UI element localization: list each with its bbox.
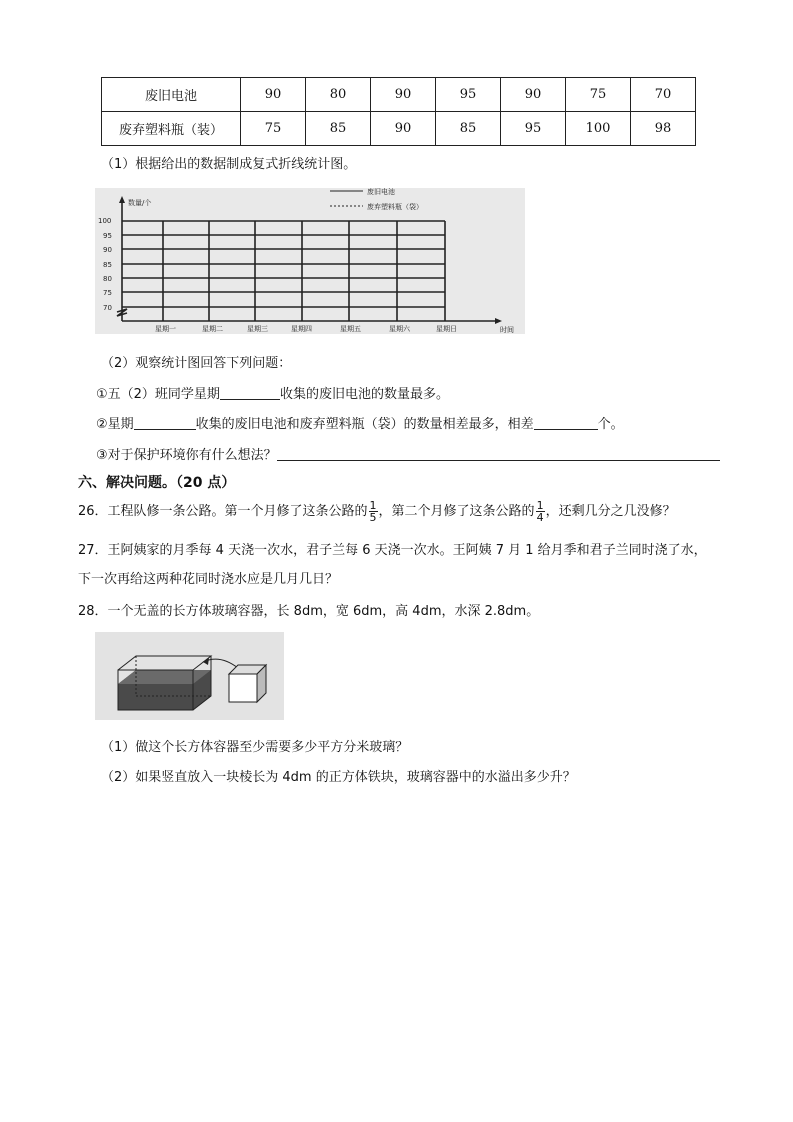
fraction: [536, 500, 545, 523]
table-cell: 90: [501, 78, 566, 112]
fraction: [369, 500, 378, 523]
problem-28-q1: （1）做这个长方体容器至少需要多少平方分米玻璃？: [101, 740, 409, 755]
container-figure: [95, 632, 284, 720]
y-tick-label: 95: [103, 232, 112, 240]
section-heading: 六、解决问题。（20 点）: [78, 475, 236, 491]
x-tick-label: 星期三: [247, 325, 268, 333]
cube-front-face: [229, 674, 257, 702]
x-tick-label: 星期五: [340, 325, 361, 333]
table-cell: 98: [631, 112, 696, 146]
table-cell: 90: [241, 78, 306, 112]
problem-26: [78, 500, 676, 523]
container-svg: [95, 632, 284, 720]
table-cell: 80: [306, 78, 371, 112]
row-label: 废旧电池: [102, 78, 241, 112]
data-table: [101, 77, 696, 146]
x-tick-label: 星期六: [389, 325, 410, 333]
table-cell: 85: [436, 112, 501, 146]
fraction-denominator: 5: [369, 511, 377, 524]
problem-28-q2: （2）如果竖直放入一块棱长为 4dm 的正方体铁块，玻璃容器中的水溢出多少升？: [101, 770, 576, 785]
fraction-denominator: 4: [536, 511, 544, 524]
arrow-head-icon: [203, 658, 209, 665]
problem-text: ，第二个月修了这条公路的: [378, 504, 535, 519]
question-text: 收集的废旧电池的数量最多。: [279, 387, 449, 402]
x-tick-label: 星期二: [202, 325, 223, 333]
table-cell: 90: [371, 78, 436, 112]
row-label: 废弃塑料瓶（装）: [102, 112, 241, 146]
answer-blank[interactable]: [534, 415, 598, 430]
problem-text: ，还剩几分之几没修？: [545, 504, 676, 519]
table-cell: 95: [436, 78, 501, 112]
question-text: ②星期: [96, 417, 134, 432]
axis-break-mark: [117, 309, 127, 316]
question-2: （2）观察统计图回答下列问题：: [101, 356, 292, 371]
legend-label: 废弃塑料瓶（袋）: [367, 203, 423, 211]
problem-28: 28．一个无盖的长方体玻璃容器，长 8dm，宽 6dm，高 4dm，水深 2.8dm。: [78, 604, 540, 619]
problem-27-line1: 27．王阿姨家的月季每 4 天浇一次水，君子兰每 6 天浇一次水。王阿姨 7 月 1 给月季和君子兰同时浇了水，: [78, 543, 707, 558]
question-2-1: [96, 383, 449, 402]
legend-label: 废旧电池: [367, 188, 395, 196]
question-text: 收集的废旧电池和废弃塑料瓶（袋）的数量相差最多，相差: [195, 417, 534, 432]
table-cell: 75: [241, 112, 306, 146]
question-text: ③对于保护环境你有什么想法？: [96, 448, 277, 463]
question-2-3: [96, 444, 720, 463]
table-cell: 70: [631, 78, 696, 112]
fraction-numerator: 1: [536, 499, 544, 512]
y-tick-label: 85: [103, 261, 112, 269]
y-tick-label: 80: [103, 275, 112, 283]
question-text: 个。: [597, 417, 624, 432]
question-text: ①五（2）班同学星期: [96, 387, 220, 402]
question-1: （1）根据给出的数据制成复式折线统计图。: [101, 157, 357, 172]
y-tick-label: 75: [103, 289, 112, 297]
problem-27-line2: 下一次再给这两种花同时浇水应是几月几日？: [78, 572, 339, 587]
y-axis-arrow: [119, 196, 125, 203]
fraction-numerator: 1: [369, 499, 377, 512]
blank-chart-grid: [95, 188, 525, 334]
problem-text: 26．工程队修一条公路。第一个月修了这条公路的: [78, 504, 368, 519]
table-cell: 90: [371, 112, 436, 146]
table-cell: 95: [501, 112, 566, 146]
x-tick-label: 星期四: [291, 325, 312, 333]
table-cell: 85: [306, 112, 371, 146]
y-axis-label: 数量/个: [128, 199, 152, 207]
y-tick-label: 100: [98, 217, 112, 225]
x-axis-arrow: [495, 318, 502, 324]
answer-blank[interactable]: [134, 415, 196, 430]
y-tick-label: 70: [103, 304, 112, 312]
container-top-edge: [118, 656, 211, 670]
answer-blank[interactable]: [277, 446, 720, 461]
table-cell: 100: [566, 112, 631, 146]
answer-blank[interactable]: [220, 385, 280, 400]
question-2-2: [96, 413, 624, 432]
table-row: [102, 78, 696, 112]
x-tick-label: 星期一: [155, 325, 176, 333]
table-cell: 75: [566, 78, 631, 112]
x-axis-label: 时间: [500, 326, 514, 334]
x-tick-label: 星期日: [436, 325, 457, 333]
table-row: [102, 112, 696, 146]
grid-svg: [95, 188, 525, 334]
y-tick-label: 90: [103, 246, 112, 254]
